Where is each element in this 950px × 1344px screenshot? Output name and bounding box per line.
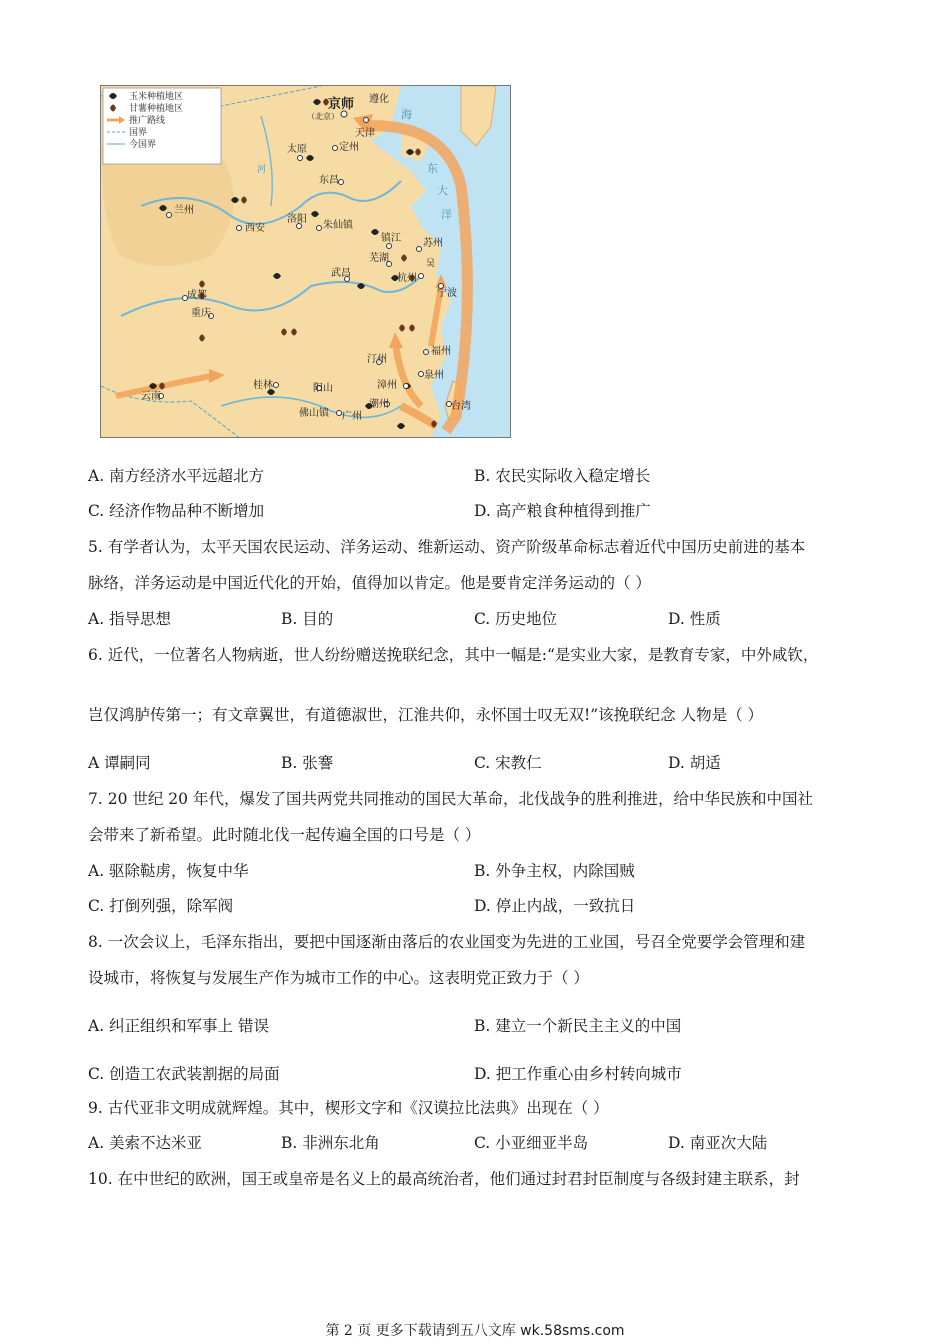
label-suzhou: 苏州 [423,238,443,249]
label-fuzhou: 福州 [431,346,451,357]
label-guilin: 桂林 [253,380,273,391]
q6-option-c: C. 宋教仁 [474,754,542,772]
q7-option-d: D. 停止内战，一致抗日 [474,897,636,915]
corn-marker [306,155,314,161]
q8-stem-line1: 8. 一次会议上，毛泽东指出，要把中国逐渐由落后的农业国变为先进的工业国，号召全党要学会管理和建 [88,933,806,951]
label-ningbo: 宁波 [437,288,457,299]
label-yang: 洋 [441,208,452,221]
footer-text: 更多下载请到五八文库 [371,1323,521,1339]
sweet-potato-marker [241,197,247,204]
label-tingzhou: 汀州 [367,354,387,365]
label-quanzhou: 泉州 [424,370,444,381]
footer-url[interactable]: wk.58sms.com [520,1323,625,1339]
q7-option-a: A. 驱除鞑虏，恢复中华 [88,862,249,880]
route-arrowhead-yunnan [209,369,225,383]
label-lanzhou: 兰州 [174,205,194,216]
label-yunnan: 云南 [141,391,161,402]
label-zhangzhou: 漳州 [377,380,397,391]
label-jingshi: 京师 [328,97,355,112]
sweet-potato-marker [291,329,297,336]
route-arrow-fujian [396,346,421,406]
label-chongqing: 重庆 [191,308,211,319]
q7-stem-line1: 7. 20 世纪 20 年代，爆发了国共两党共同推动的国民大革命，北伐战争的胜利推进，给中华民族和中国社 [88,790,813,808]
corn-marker [397,423,405,429]
label-taiyuan: 太原 [287,144,307,155]
label-hangzhou: 杭州 [397,273,417,284]
legend-route: 推广路线 [129,116,166,126]
corn-marker [371,229,379,235]
corn-marker [273,273,281,279]
label-taiwan: 台湾 [451,401,471,412]
route-arrowhead-fujian [389,332,403,348]
q4-option-c: C. 经济作物品种不断增加 [88,502,265,520]
q7-stem-line2: 会带来了新希望。此时随北伐一起传遍全国的口号是（ ） [88,826,481,844]
river-branch [261,116,272,206]
label-zhuxianzhen: 朱仙镇 [323,220,353,231]
q8-stem-line2: 设城市，将恢复与发展生产作为城市工作的中心。这表明党正致力于（ ） [88,969,589,987]
label-luoyang: 洛阳 [287,214,307,225]
q6-option-b: B. 张謇 [281,754,334,772]
q6-stem-line2: 岂仅鸿胪传第一；有文章翼世，有道德淑世，江淮共仰，永怀国士叹无双!”该挽联纪念 人物是（ ） [88,706,764,724]
legend-sweet-potato: 甘薯种植地区 [129,104,184,114]
label-zunhua: 遵化 [369,94,389,105]
page-number: 第 2 页 [325,1323,372,1339]
label-chaozhou: 潮州 [369,399,389,410]
q9-option-d: D. 南亚次大陆 [668,1134,768,1152]
legend-border: 国界 [129,128,148,138]
sweet-potato-marker [199,335,205,342]
q9-option-c: C. 小亚细亚半岛 [474,1134,589,1152]
q8-option-a: A. 纠正组织和军事上 错误 [88,1017,269,1035]
q10-stem-line1: 10. 在中世纪的欧洲，国王或皇帝是名义上的最高统治者，他们通过封君封臣制度与各级封建主联系，封 [88,1170,800,1188]
q7-option-c: C. 打倒列强，除军阀 [88,897,234,915]
q9-option-a: A. 美索不达米亚 [88,1134,203,1152]
q5-option-c: C. 历史地位 [474,610,558,628]
sweet-potato-marker [199,281,205,288]
label-hai: 海 [401,108,412,121]
crop-spread-map [100,85,511,438]
map-svg [101,86,511,438]
corn-marker [311,211,319,217]
sweet-potato-marker [281,329,287,336]
legend-modern-border: 今国界 [129,140,157,150]
q4-option-b: B. 农民实际收入稳定增长 [474,467,651,485]
label-chengdu: 成都 [187,290,207,301]
page-footer [0,1322,950,1340]
q5-option-a: A. 指导思想 [88,610,172,628]
label-wuchang: 武昌 [331,268,351,279]
label-zhenjiang: 镇江 [381,233,401,244]
q5-option-b: B. 目的 [281,610,334,628]
label-guangzhou: 广州 [342,411,362,422]
label-tianjin: 天津 [355,128,375,139]
q4-option-a: A. 南方经济水平远超北方 [88,467,265,485]
q9-option-b: B. 非洲东北角 [281,1134,380,1152]
label-yangshan: 阳山 [313,383,333,394]
q6-option-d: D. 胡适 [668,754,721,772]
q7-option-b: B. 外争主权，内除国贼 [474,862,635,880]
q5-stem-line1: 5. 有学者认为，太平天国农民运动、洋务运动、维新运动、资产阶级革命标志着近代中国历史前进的基本 [88,538,806,556]
sweet-potato-marker [399,325,405,332]
q6-stem-line1: 6. 近代，一位著名人物病逝，世人纷纷赠送挽联纪念，其中一幅是:“是实业大家，是教育专家，中外咸钦， [88,646,819,664]
q5-option-d: D. 性质 [668,610,721,628]
label-wuhu: 芜湖 [369,253,389,264]
q8-option-c: C. 创造工农武装割据的局面 [88,1065,280,1083]
route-arrow-guangdong [401,406,436,426]
label-xian: 西安 [245,223,265,234]
label-beijing: （北京） [307,112,339,121]
label-dong: 东 [427,162,438,175]
label-he: 河 [257,165,267,175]
yangtze-river [121,276,421,316]
label-dingzhou: 定州 [339,142,359,153]
label-foshanzhen: 佛山镇 [299,408,329,419]
label-dongchang: 东昌 [319,175,339,186]
q8-option-b: B. 建立一个新民主主义的中国 [474,1017,682,1035]
legend-corn: 玉米种植地区 [129,92,184,102]
q8-option-d: D. 把工作重心由乡村转向城市 [474,1065,682,1083]
corn-marker [313,99,321,105]
label-da: 大 [437,184,448,197]
label-wu: 吴 [426,259,436,269]
q4-option-d: D. 高产粮食种植得到推广 [474,502,651,520]
q6-option-a: A 谭嗣同 [88,754,151,772]
sweet-potato-marker [409,325,415,332]
q9-stem-line1: 9. 古代亚非文明成就辉煌。其中，楔形文字和《汉谟拉比法典》出现在（ ） [88,1099,609,1117]
sweet-potato-marker [401,255,407,262]
q5-stem-line2: 脉络，洋务运动是中国近代化的开始，值得加以肯定。他是要肯定洋务运动的（ ） [88,574,651,592]
